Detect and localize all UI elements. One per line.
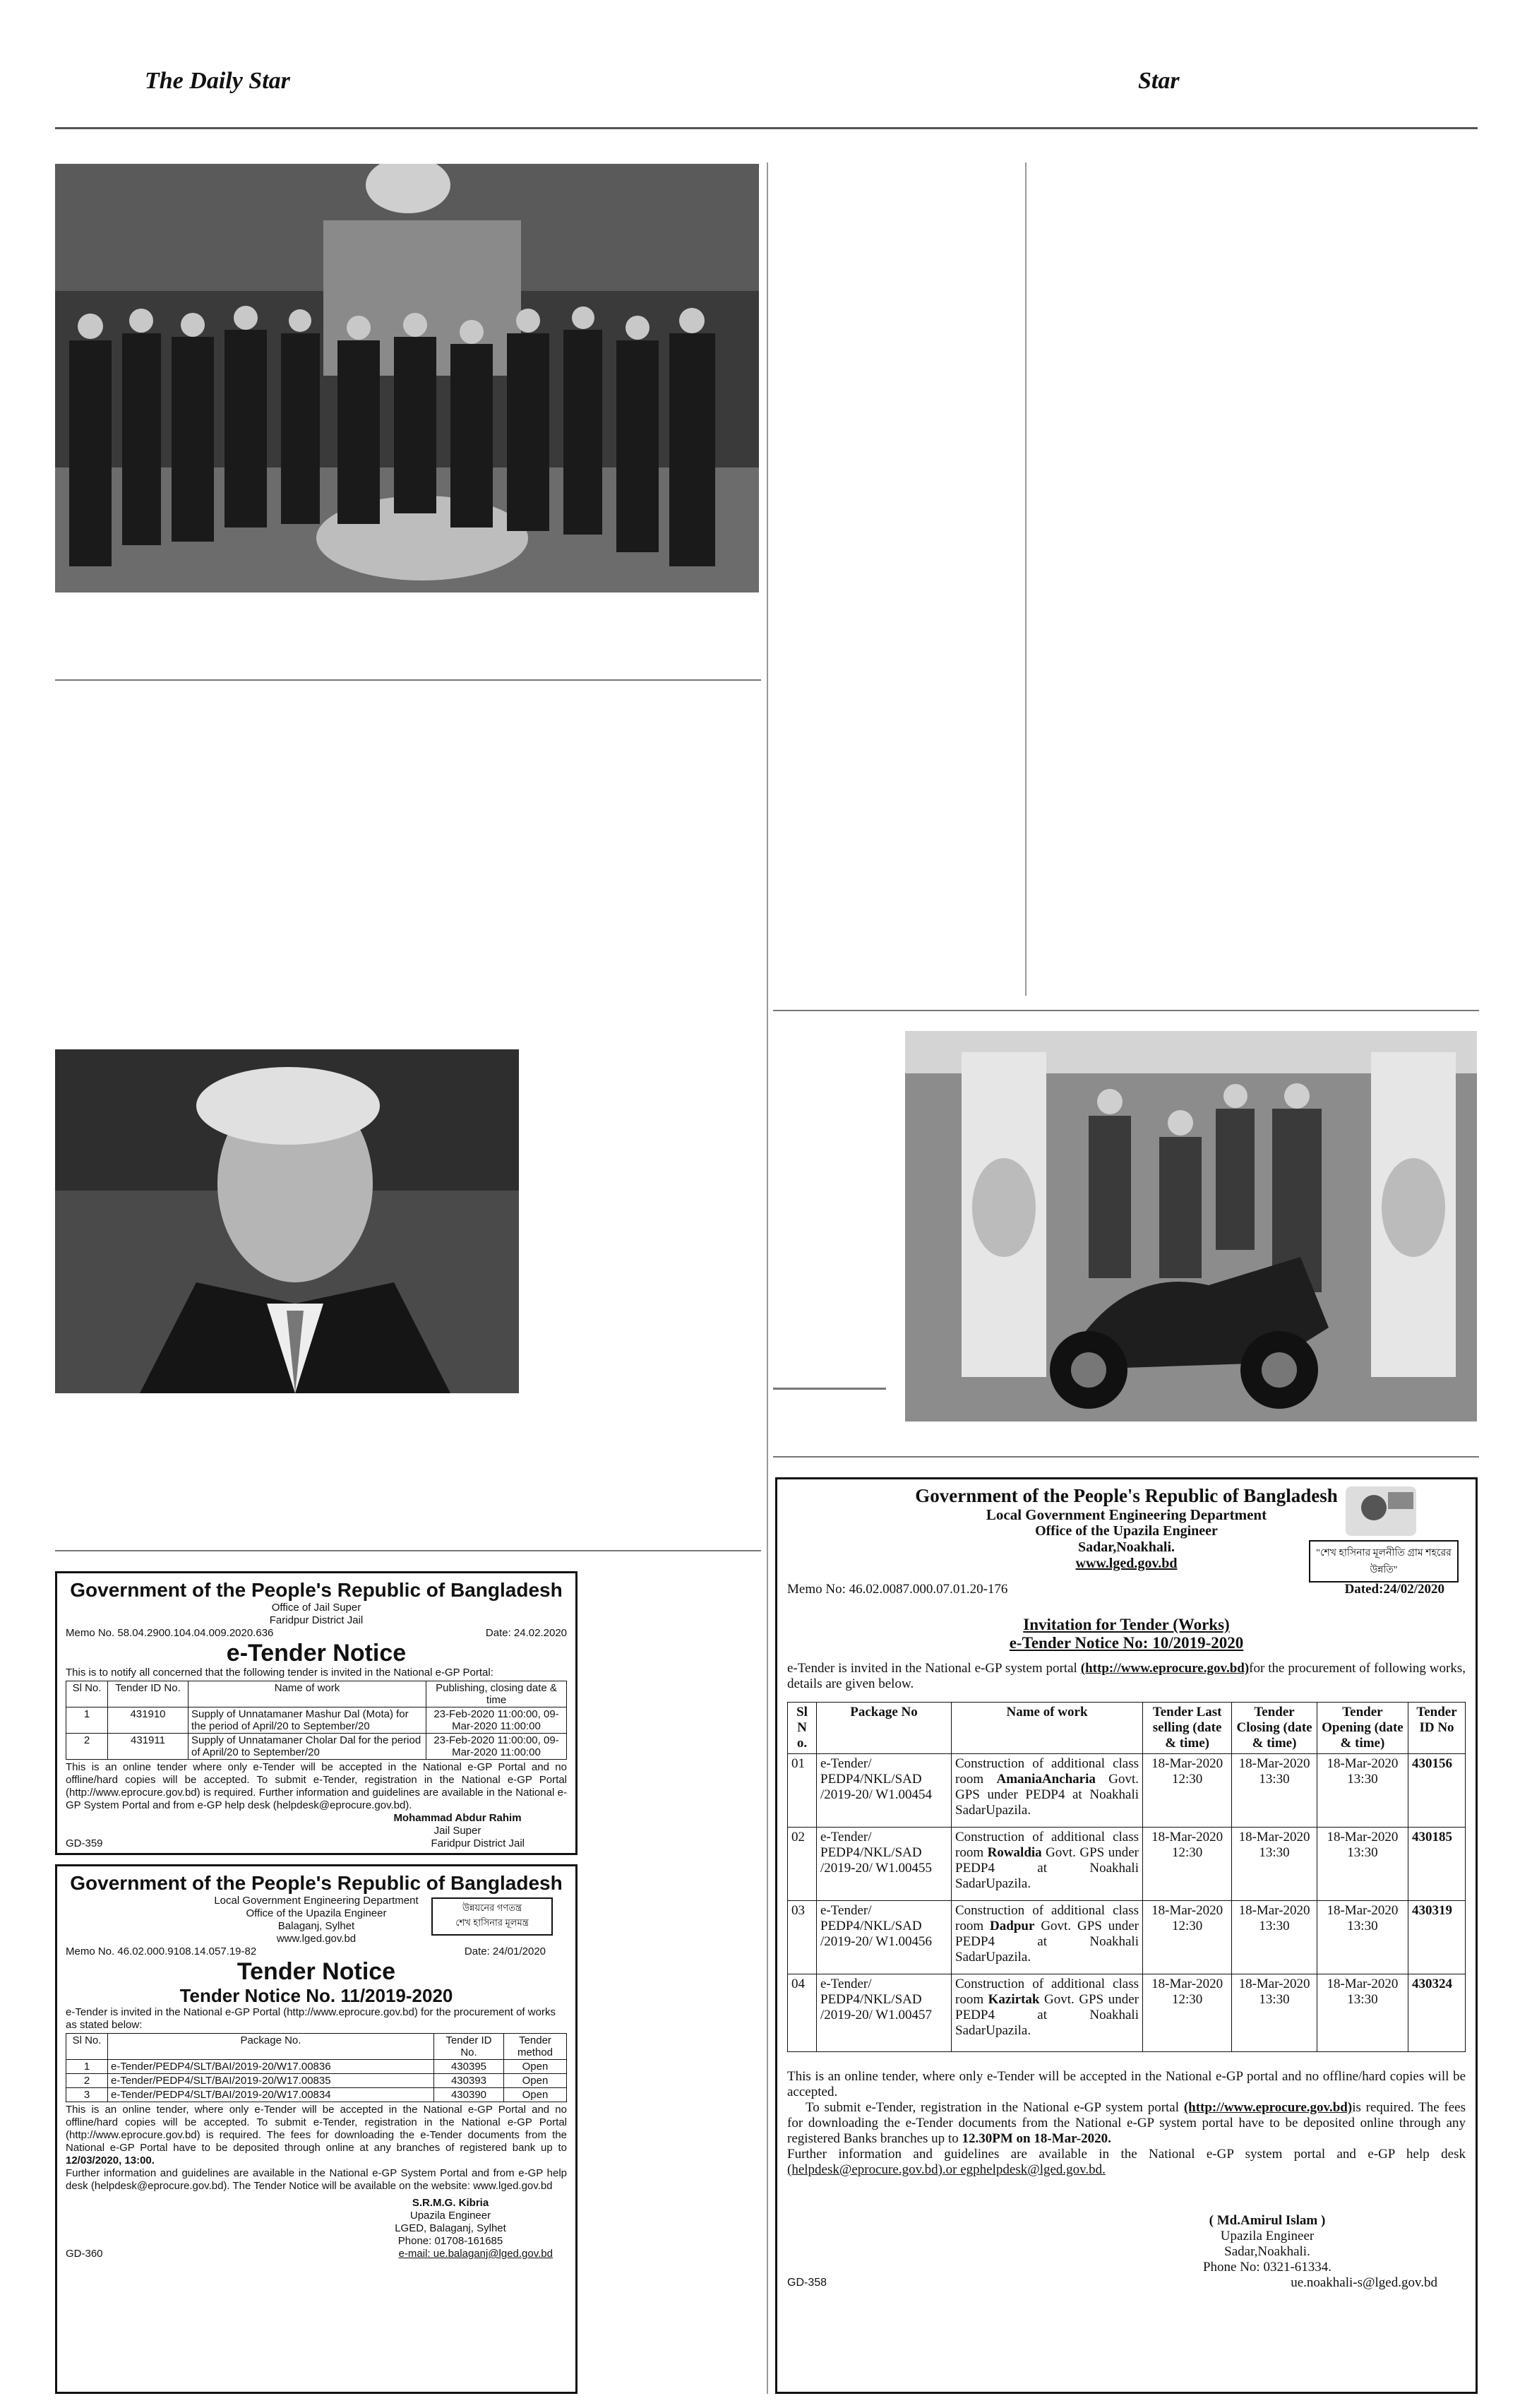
notice-body: To submit e-Tender, registration in the National e-GP system portal bbox=[806, 2100, 1180, 2115]
portrait-emblem bbox=[1346, 1486, 1416, 1536]
notice-intro: This is to notify all concerned that the following tender is invited in the National e-GP Portal: bbox=[66, 1667, 493, 1679]
signer-name: ( Md.Amirul Islam ) bbox=[1209, 2213, 1326, 2228]
scooter-handover-photo bbox=[905, 1031, 1477, 1421]
portal-link[interactable]: (http://www.eprocure.gov.bd) bbox=[1183, 2100, 1353, 2115]
table-row: 04 e-Tender/ PEDP4/NKL/SAD /2019-20/ W1.00457 Construction of additional class room Kazirtak Govt. GPS under PEDP4 at Noakhali SadarUpazila. 18-Mar-2020 12:30 18-Mar-2020 13:30 18-Mar-2020 13:30 430324 bbox=[788, 1974, 1466, 2052]
masthead-rule bbox=[55, 127, 1478, 129]
group-photo bbox=[55, 164, 759, 592]
e-tender-notice-noakhali bbox=[775, 1477, 1478, 2394]
signer-title: Upazila Engineer bbox=[409, 2210, 491, 2222]
notice-body: This is an online tender, where only e-Tender will be accepted in the National e-GP Portal and no offline/hard copies will be accepted. To submit e-Tender, registration in the National e-GP Portal (http://www.eprocure.gov.bd) is required. The fees for downloading the e-Tender documents from the National e-GP Portal have to be deposited through online at any branches of registered bank up to bbox=[66, 2104, 567, 2154]
notice-body: This is an online tender where only e-Tender will be accepted in the National e-GP Portal and no offline/hard copies will be accepted. To submit e-Tender, registration in the National e-GP Portal (http://www.eprocure.gov.bd) is required. Further information and guidelines are available in the National e-GP System Portal and from e-GP help desk (helpdesk@eprocure.gov.bd). bbox=[66, 1761, 567, 1811]
notice-date: Date: 24/01/2020 bbox=[464, 1945, 546, 1957]
notice-intro: for the procurement of following works, details are given below. bbox=[787, 1661, 1466, 1691]
column-header: Tender ID No. bbox=[434, 2034, 504, 2060]
ad-code: GD-360 bbox=[66, 2248, 103, 2260]
signer-title: Jail Super bbox=[433, 1825, 481, 1837]
govt-heading: Government of the People's Republic of Bangladesh bbox=[70, 1579, 563, 1601]
office-line: Office of Jail Super bbox=[271, 1602, 361, 1614]
notice-intro: e-Tender is invited in the National e-GP system portal bbox=[787, 1661, 1077, 1676]
column-header: Sl N o. bbox=[788, 1703, 817, 1754]
column-header: Tender ID No. bbox=[108, 1681, 188, 1707]
column-header: Tender Closing (date & time) bbox=[1232, 1703, 1317, 1754]
notice-body: This is an online tender, where only e-Tender will be accepted in the National e-GP portal and no offline/hard copies will be accepted. bbox=[787, 2069, 1466, 2099]
ad-code: GD-359 bbox=[66, 1837, 103, 1849]
govt-heading: Government of the People's Republic of Bangladesh bbox=[915, 1485, 1338, 1506]
masthead-logo-right: Star bbox=[1138, 68, 1180, 94]
table-row: 3 e-Tender/PEDP4/SLT/BAI/2019-20/W17.00834 430390 Open bbox=[66, 2088, 567, 2102]
tender-notice-balaganj bbox=[55, 1864, 578, 2394]
notice-body: Further information and guidelines are available in the National e-GP System Portal and from e-GP help desk (helpdesk@eprocure.gov.bd). The Tender Notice will be available on the website: www.lged.gov.bd bbox=[66, 2167, 567, 2192]
column-header: Package No. bbox=[108, 2034, 434, 2060]
notice-number: Tender Notice No. 11/2019-2020 bbox=[179, 1985, 453, 2006]
column-header: Name of work bbox=[188, 1681, 426, 1707]
signer-title: Upazila Engineer bbox=[1220, 2229, 1315, 2243]
section-rule bbox=[773, 1010, 1479, 1011]
section-rule bbox=[773, 1456, 1479, 1458]
govt-heading: Government of the People's Republic of Bangladesh bbox=[70, 1872, 563, 1894]
column-header: Sl No. bbox=[66, 2034, 108, 2060]
tender-table bbox=[66, 2033, 567, 2102]
column-header: Tender ID No bbox=[1408, 1703, 1466, 1754]
notice-body: Further information and guidelines are available in the National e-GP system portal and e-GP help desk bbox=[787, 2147, 1466, 2162]
memo-number: Memo No. 46.02.000.9108.14.057.19-82 bbox=[66, 1945, 257, 1957]
notice-body: is required. The fees for downloading the e-Tender documents from the National e-GP system portal have to be deposited online through any registered Banks branches up to bbox=[787, 2100, 1466, 2146]
signer-email: ue.noakhali-s@lged.gov.bd bbox=[1291, 2275, 1437, 2290]
slogan-stamp: "শেখ হাসিনার মূলনীতি গ্রাম শহরের উন্নতি" bbox=[1309, 1540, 1459, 1583]
table-row: 03 e-Tender/ PEDP4/NKL/SAD /2019-20/ W1.00456 Construction of additional class room Dadpur Govt. GPS under PEDP4 at Noakhali SadarUpazila. 18-Mar-2020 12:30 18-Mar-2020 13:30 18-Mar-2020 13:30 430319 bbox=[788, 1901, 1466, 1974]
notice-date: Date: 24.02.2020 bbox=[485, 1627, 567, 1639]
signer-name: Mohammad Abdur Rahim bbox=[393, 1812, 522, 1824]
column-header: Tender method bbox=[504, 2034, 567, 2060]
column-header: Tender Last selling (date & time) bbox=[1143, 1703, 1232, 1754]
column-header: Tender Opening (date & time) bbox=[1317, 1703, 1408, 1754]
slogan-stamp: উন্নয়নের গণতন্ত্র শেখ হাসিনার মূলমন্ত্র bbox=[431, 1897, 553, 1936]
dept-line: Local Government Engineering Department bbox=[214, 1895, 419, 1907]
table-row: 02 e-Tender/ PEDP4/NKL/SAD /2019-20/ W1.00455 Construction of additional class room Rowaldia Govt. GPS under PEDP4 at Noakhali SadarUpazila. 18-Mar-2020 12:30 18-Mar-2020 13:30 18-Mar-2020 13:30 430185 bbox=[788, 1828, 1466, 1901]
e-tender-notice-jail bbox=[55, 1571, 578, 1855]
signer-office: LGED, Balaganj, Sylhet bbox=[395, 2222, 506, 2234]
notice-title: e-Tender Notice bbox=[226, 1640, 407, 1667]
office-line: Office of the Upazila Engineer bbox=[246, 1907, 387, 1919]
dept-line: Local Government Engineering Department bbox=[986, 1506, 1267, 1523]
office-line: Office of the Upazila Engineer bbox=[1035, 1523, 1218, 1539]
table-row: 1 431910 Supply of Unnatamaner Mashur Dal (Mota) for the period of April/20 to September/20 23-Feb-2020 11:00:00, 09-Mar-2020 11:00:00 bbox=[66, 1707, 567, 1734]
memo-number: Memo No. 58.04.2900.104.04.009.2020.636 bbox=[66, 1627, 274, 1639]
notice-date: Dated:24/02/2020 bbox=[1344, 1582, 1444, 1597]
ad-code: GD-358 bbox=[787, 2277, 827, 2289]
signer-name: S.R.M.G. Kibria bbox=[412, 2197, 489, 2209]
table-row: 2 431911 Supply of Unnatamaner Cholar Dal for the period of April/20 to September/20 23-Feb-2020 11:00:00, 09-Mar-2020 11:00:00 bbox=[66, 1734, 567, 1760]
notice-title: Invitation for Tender (Works) bbox=[1023, 1616, 1230, 1633]
signer-office: Sadar,Noakhali. bbox=[1224, 2244, 1310, 2259]
signer-office: Faridpur District Jail bbox=[431, 1837, 525, 1849]
section-rule bbox=[55, 1550, 761, 1551]
place-line: Balaganj, Sylhet bbox=[277, 1920, 355, 1932]
section-rule bbox=[773, 1388, 886, 1390]
tender-table bbox=[66, 1681, 567, 1760]
tender-table bbox=[787, 1702, 1466, 2052]
deposit-deadline: 12.30PM on 18-Mar-2020. bbox=[962, 2131, 1111, 2146]
notice-intro: e-Tender is invited in the National e-GP Portal (http://www.eprocure.gov.bd) for the procurement of works as stated below: bbox=[66, 2006, 556, 2031]
place-line: Sadar,Noakhali. bbox=[1077, 1539, 1175, 1555]
memo-number: Memo No: 46.02.0087.000.07.01.20-176 bbox=[787, 1582, 1008, 1597]
signer-email: e-mail: ue.balaganj@lged.gov.bd bbox=[398, 2248, 553, 2260]
table-row: 01 e-Tender/ PEDP4/NKL/SAD /2019-20/ W1.00454 Construction of additional class room AmaniaAncharia Govt. GPS under PEDP4 at Noakhali SadarUpazila. 18-Mar-2020 12:30 18-Mar-2020 13:30 18-Mar-2020 13:30 430156 bbox=[788, 1754, 1466, 1828]
column-divider bbox=[767, 162, 768, 2394]
signer-phone: Phone: 01708-161685 bbox=[397, 2235, 503, 2247]
notice-number: e-Tender Notice No: 10/2019-2020 bbox=[1009, 1634, 1244, 1652]
column-divider bbox=[1025, 162, 1027, 996]
helpdesk-link[interactable]: (helpdesk@eprocure.gov.bd).or egphelpdesk@lged.gov.bd. bbox=[787, 2162, 1106, 2177]
column-header: Name of work bbox=[952, 1703, 1143, 1754]
column-header: Publishing, closing date & time bbox=[426, 1681, 567, 1707]
masthead-logo-left: The Daily Star bbox=[145, 68, 290, 94]
portrait-photo bbox=[55, 1049, 519, 1393]
table-row: 2 e-Tender/PEDP4/SLT/BAI/2019-20/W17.00835 430393 Open bbox=[66, 2074, 567, 2088]
website-line: www.lged.gov.bd bbox=[1075, 1556, 1178, 1571]
deposit-deadline: 12/03/2020, 13:00. bbox=[66, 2154, 155, 2166]
office-line: Faridpur District Jail bbox=[269, 1614, 364, 1626]
portal-link[interactable]: (http://www.eprocure.gov.bd) bbox=[1080, 1661, 1250, 1676]
website-line: www.lged.gov.bd bbox=[276, 1933, 357, 1945]
column-header: Sl No. bbox=[66, 1681, 108, 1707]
table-row: 1 e-Tender/PEDP4/SLT/BAI/2019-20/W17.00836 430395 Open bbox=[66, 2060, 567, 2074]
notice-title: Tender Notice bbox=[237, 1958, 396, 1985]
section-rule bbox=[55, 679, 761, 681]
signer-phone: Phone No: 0321-61334. bbox=[1202, 2260, 1332, 2275]
column-header: Package No bbox=[817, 1703, 952, 1754]
